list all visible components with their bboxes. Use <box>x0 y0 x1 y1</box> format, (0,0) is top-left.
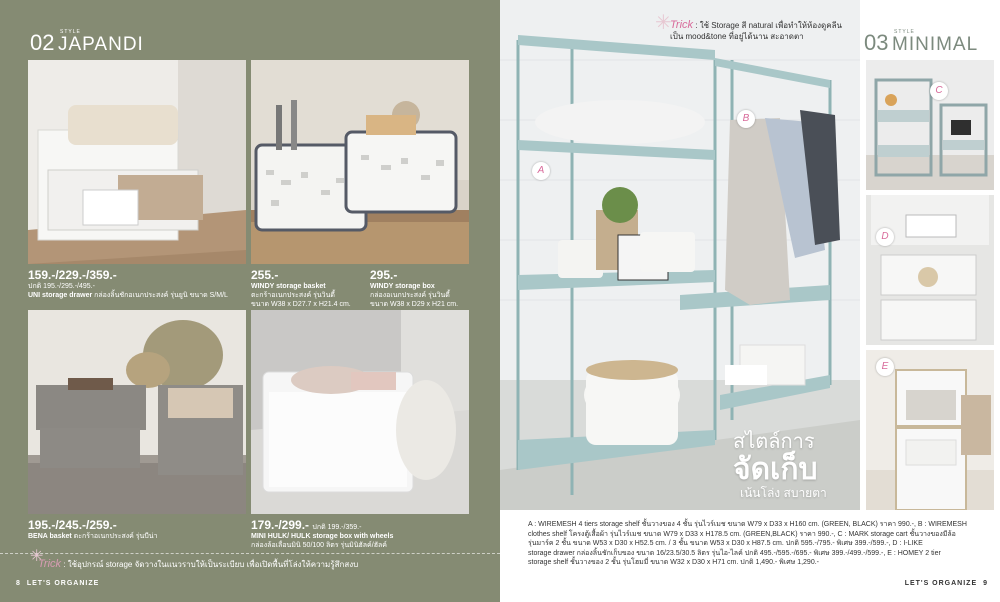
regular-price-hulk: ปกติ 199.-/359.- <box>312 524 362 531</box>
sparkle-icon: ✳ <box>30 548 44 565</box>
badge-a: A <box>532 162 550 180</box>
trick-text-right-2: เป็น mood&tone ที่อยู่ได้นาน สะอาดตา <box>670 32 804 41</box>
desc-uni-drawer <box>28 282 248 300</box>
footer-title-right: LET'S ORGANIZE <box>904 580 978 587</box>
product-name-windy-basket: WINDY storage basket <box>251 283 326 290</box>
bena-illustration <box>28 310 246 514</box>
trick-text: : ใช้อุปกรณ์ storage จัดวางในแนวราบให้เป็นระเบียบ เพื่อเปิดพื้นที่โล่งให้ความรู้สึกสงบ <box>63 560 359 569</box>
badge-b: B <box>737 110 755 128</box>
style-number: 02 <box>30 30 55 55</box>
trick-right <box>670 20 842 42</box>
right-page <box>500 0 1000 602</box>
footer-title: LET'S ORGANIZE <box>26 580 100 587</box>
desc-hulk <box>251 532 471 550</box>
product-name-uni: UNI storage drawer <box>28 292 93 299</box>
price-windy-box: 295.- <box>370 268 398 282</box>
price-uni-drawer: 159.-/229.-/359.- <box>28 268 117 282</box>
photo-mark-cart <box>866 60 994 190</box>
product-caption <box>528 520 998 568</box>
trick-divider <box>0 553 500 554</box>
badge-d: D <box>876 228 894 246</box>
ilike-illustration <box>866 195 994 345</box>
style-number-right: 03 <box>864 30 889 55</box>
price-hulk-value: 179.-/299.- <box>251 518 310 532</box>
trick-label-right: Trick <box>670 19 694 31</box>
style-name-right: MINIMAL <box>892 34 979 55</box>
page-number: 8 <box>16 580 21 587</box>
style-name-wrap <box>58 34 144 56</box>
desc-windy-basket <box>251 282 361 309</box>
headline-line-1: สไตล์การ <box>733 431 815 453</box>
photo-uni-drawer <box>28 60 246 264</box>
caption-line-4: storage drawer กล่องลิ้นชักเก็บของ ขนาด 16/23.5/30.5 ลิตร รุ่นไอ-ไลค์ ปกติ 495.-/595.-/695.- พิเศษ 399.-/499.-/599.-, E : HOMEY 2 tier <box>528 549 941 557</box>
uni-name-line <box>28 291 248 300</box>
footer-right <box>905 580 988 587</box>
page-number-right: 9 <box>983 580 988 587</box>
photo-hulk-storage <box>251 310 469 514</box>
style-header-japandi <box>30 30 54 56</box>
product-name-windy-box: WINDY storage box <box>370 283 435 290</box>
desc-bena <box>28 532 248 541</box>
caption-line-3: รุ่นมาร์ค 2 ชั้น ขนาด W53 x D30 x H52.5 cm. / 3 ชั้น ขนาด W53 x D30 x H87.5 cm. ปกติ 595.-/795.- พิเศษ 399.-/599.-, D : I-LIKE <box>528 540 923 547</box>
headline-line-2: จัดเก็บ <box>733 453 818 486</box>
caption-line-5: storage shelf ชั้นวางของ 2 ชั้น รุ่นโฮมมี่ ขนาด W32 x D30 x H71 cm. ปกติ 1,490.- พิเศษ 1,290.- <box>528 559 819 566</box>
mark-cart-illustration <box>866 60 994 190</box>
badge-c: C <box>930 82 948 100</box>
product-detail-windy-box: ขนาด W38 x D29 x H21 cm. <box>370 301 459 308</box>
style-name: JAPANDI <box>58 34 144 55</box>
desc-windy-box <box>370 282 470 309</box>
price-bena: 195.-/245.-/259.- <box>28 518 117 532</box>
uni-drawer-illustration <box>28 60 246 264</box>
sparkle-icon-right: ✳ <box>655 12 672 34</box>
style-header-minimal <box>864 30 888 56</box>
trick-label: Trick <box>38 558 62 570</box>
photo-ilike-drawer <box>866 195 994 345</box>
price-windy-basket: 255.- <box>251 268 279 282</box>
style-label-right: STYLE <box>894 29 915 35</box>
product-line-windy-box: กล่องอเนกประสงค์ รุ่นวินดี้ <box>370 292 450 299</box>
product-detail-hulk: กล่องล้อเลื่อนมินิ 50/100 ลิตร รุ่นมินิฮัลค์/ฮัลค์ <box>251 542 387 549</box>
product-line-windy-basket: ตะกร้าอเนกประสงค์ รุ่นวินดี้ <box>251 292 335 299</box>
style-label: STYLE <box>60 29 81 35</box>
regular-price-uni: ปกติ 195.-/295.-/495.- <box>28 283 95 290</box>
price-hulk <box>251 518 361 533</box>
trick-left <box>38 558 358 571</box>
hulk-illustration <box>251 310 469 514</box>
product-detail-windy-basket: ขนาด W38 x D27.7 x H21.4 cm. <box>251 301 351 308</box>
product-detail-bena: ตะกร้าอเนกประสงค์ รุ่นบีน่า <box>73 533 158 540</box>
product-name-hulk: MINI HULK/ HULK storage box with wheels <box>251 533 394 540</box>
trick-text-right-1: : ใช้ Storage สี natural เพื่อทำให้ห้องดูคลีน <box>695 21 842 30</box>
windy-illustration <box>251 60 469 264</box>
photo-bena-basket <box>28 310 246 514</box>
photo-windy-basket-box <box>251 60 469 264</box>
badge-e: E <box>876 358 894 376</box>
style-name-right-wrap <box>892 34 978 56</box>
product-name-bena: BENA basket <box>28 533 72 540</box>
headline-line-3: เน้นโล่ง สบายตา <box>740 486 827 500</box>
footer-left <box>16 580 99 587</box>
caption-line-1: A : WIREMESH 4 tiers storage shelf ชั้นวางของ 4 ชั้น รุ่นไวร์เมช ขนาด W79 x D33 x H160 cm. (GREEN, BLACK) ราคา 990.-, B : WIREMESH <box>528 521 967 528</box>
product-detail-uni: กล่องลิ้นชักอเนกประสงค์ รุ่นยูนิ ขนาด S/M/L <box>94 292 228 299</box>
caption-line-2: clothes shelf โครงตู้เสื้อผ้า รุ่นไวร์เมช ขนาด W79 x D33 x H178.5 cm. (GREEN,BLACK) ราคา 990.-, C : MARK storage cart ชั้นวางของมีล้อ <box>528 530 956 538</box>
